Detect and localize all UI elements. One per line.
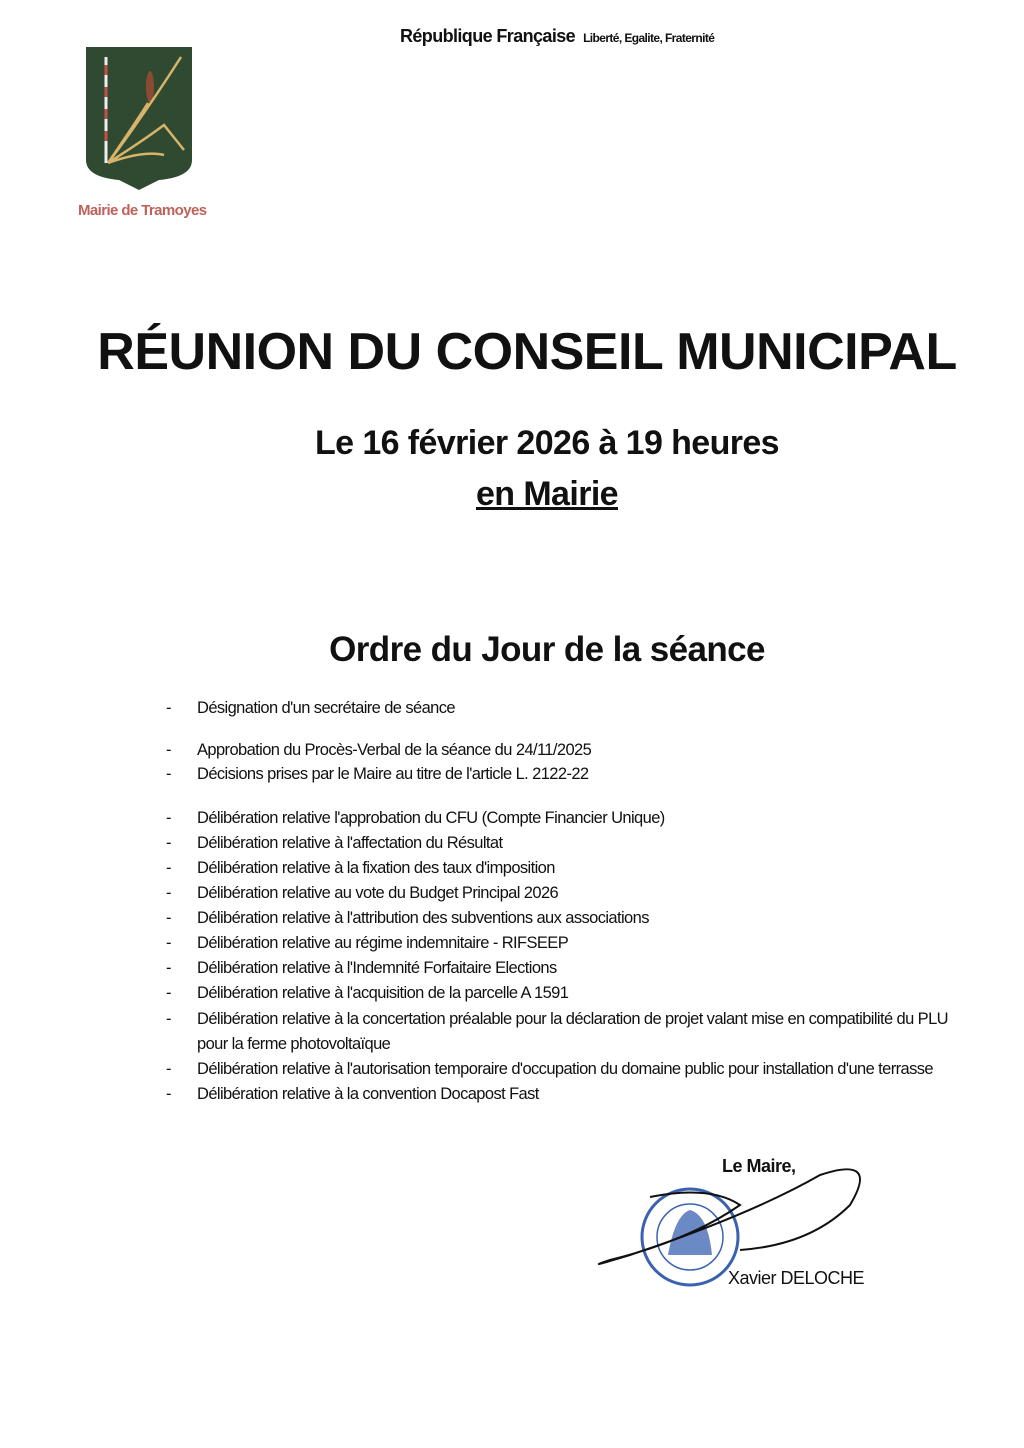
item-text: Délibération relative au régime indemnitaire - RIFSEEP <box>197 934 569 952</box>
item-text: Délibération relative à l'Indemnité Forfaitaire Elections <box>197 959 557 977</box>
bullet: - <box>166 909 171 927</box>
bullet: - <box>166 1085 171 1103</box>
list-item <box>166 738 976 763</box>
list-item <box>166 696 976 721</box>
bullet: - <box>166 959 171 977</box>
list-item <box>166 806 976 831</box>
bullet: - <box>166 884 171 902</box>
list-item <box>166 956 976 981</box>
signature-role: Le Maire, <box>722 1156 796 1176</box>
item-text: Délibération relative au vote du Budget Principal 2026 <box>197 884 559 902</box>
list-item <box>166 881 976 906</box>
item-text: Délibération relative à l'acquisition de la parcelle A 1591 <box>197 984 569 1002</box>
list-item <box>166 856 976 881</box>
list-item <box>166 981 976 1006</box>
bullet: - <box>166 984 171 1002</box>
meeting-location <box>0 475 1024 514</box>
crest-logo <box>84 45 194 190</box>
agenda-title: Ordre du Jour de la séance <box>329 630 765 669</box>
list-item <box>166 831 976 856</box>
republique-header <box>400 26 714 47</box>
signature-name: Xavier DELOCHE <box>728 1268 865 1288</box>
bullet: - <box>166 1010 171 1028</box>
item-text: Délibération relative à la convention Docapost Fast <box>197 1085 539 1103</box>
location-text: en Mairie <box>476 475 618 513</box>
item-text: Délibération relative à la fixation des taux d'imposition <box>197 859 555 877</box>
mairie-name: Mairie de Tramoyes <box>78 202 207 219</box>
republique-label: République Française <box>400 26 576 46</box>
list-item <box>166 906 976 931</box>
bullet: - <box>166 834 171 852</box>
bullet: - <box>166 859 171 877</box>
item-text: Délibération relative à l'autorisation temporaire d'occupation du domaine public pour installation d'une terrasse <box>197 1060 933 1078</box>
list-item <box>166 1082 976 1107</box>
list-item <box>166 1007 976 1057</box>
devise: Liberté, Egalite, Fraternité <box>583 31 715 45</box>
meeting-date: Le 16 février 2026 à 19 heures <box>315 424 779 462</box>
bullet: - <box>166 934 171 952</box>
item-text: Délibération relative à l'affectation du Résultat <box>197 834 503 852</box>
item-text: Délibération relative l'approbation du CFU (Compte Financier Unique) <box>197 809 665 827</box>
bullet: - <box>166 1060 171 1078</box>
item-text: Délibération relative à l'attribution des subventions aux associations <box>197 909 649 927</box>
page-title: RÉUNION DU CONSEIL MUNICIPAL <box>97 323 957 381</box>
bullet: - <box>166 741 171 759</box>
bullet: - <box>166 699 171 717</box>
item-text: Désignation d'un secrétaire de séance <box>197 699 455 717</box>
item-text: Décisions prises par le Maire au titre de l'article L. 2122-22 <box>197 765 589 783</box>
list-item <box>166 931 976 956</box>
list-item <box>166 1057 976 1082</box>
item-text: Approbation du Procès-Verbal de la séance du 24/11/2025 <box>197 741 592 759</box>
bullet: - <box>166 765 171 783</box>
item-text: Délibération relative à la concertation préalable pour la déclaration de projet valant mise en compatibilité du PLU pour la ferme photovoltaïque <box>197 1010 948 1053</box>
bullet: - <box>166 809 171 827</box>
list-item <box>166 762 976 787</box>
